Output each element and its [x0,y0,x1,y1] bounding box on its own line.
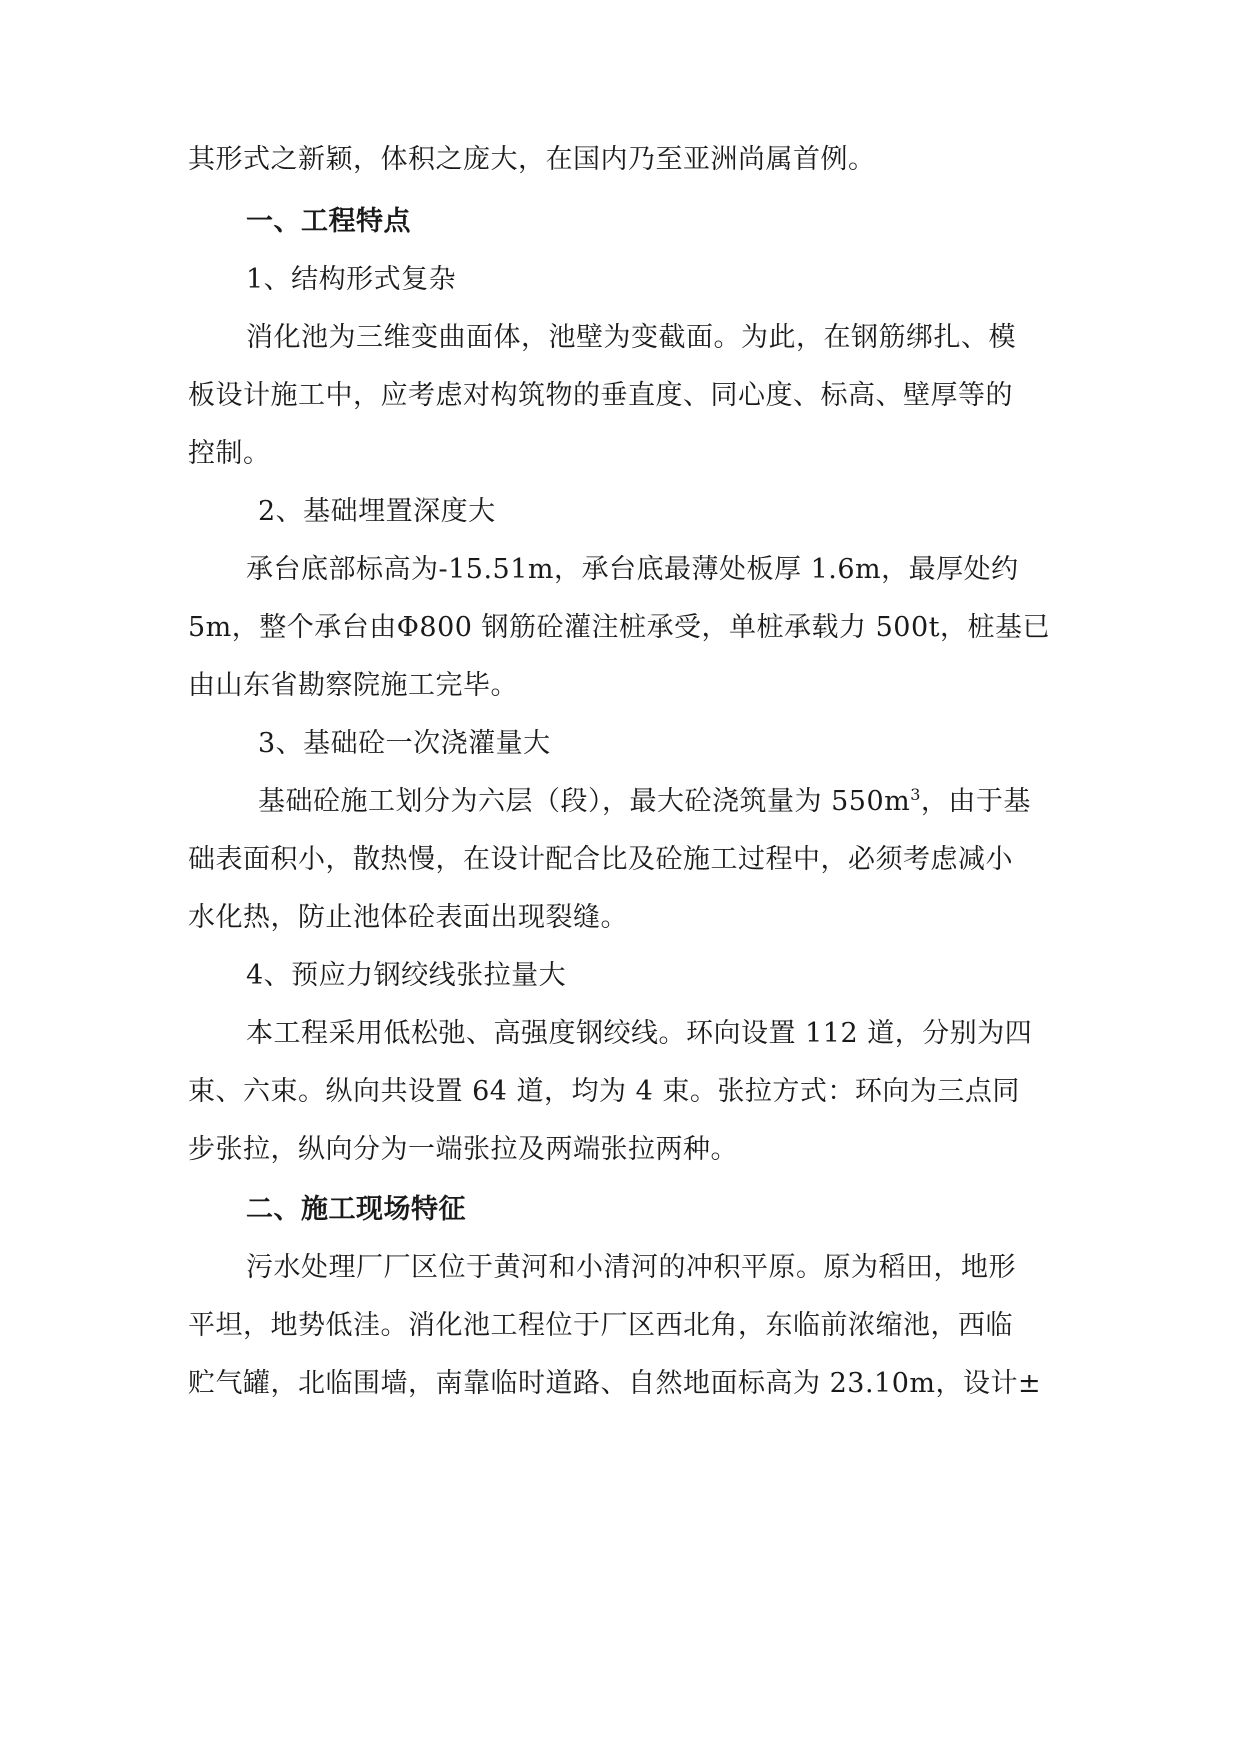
paragraph-line: 控制。 [188,438,271,469]
paragraph-line: 其形式之新颖，体积之庞大，在国内乃至亚洲尚属首例。 [188,144,876,175]
paragraph-line: 水化热，防止池体砼表面出现裂缝。 [188,902,628,933]
subheading: 3、基础砼一次浇灌量大 [258,728,551,759]
section-heading: 二、施工现场特征 [246,1194,466,1225]
paragraph-line: 消化池为三维变曲面体，池壁为变截面。为此，在钢筋绑扎、模 [246,322,1016,353]
paragraph-line: 束、六束。纵向共设置 64 道，均为 4 束。张拉方式：环向为三点同 [188,1076,1020,1107]
paragraph-line: 5m，整个承台由Φ800 钢筋砼灌注桩承受，单桩承载力 500t，桩基已 [188,612,1050,643]
paragraph-line: 由山东省勘察院施工完毕。 [188,670,518,701]
paragraph-line: 步张拉，纵向分为一端张拉及两端张拉两种。 [188,1134,738,1165]
section-heading: 一、工程特点 [246,206,411,237]
subheading: 1、结构形式复杂 [246,264,457,295]
subheading: 2、基础埋置深度大 [258,496,496,527]
superscript: 3 [910,785,921,804]
paragraph-line: 板设计施工中，应考虑对构筑物的垂直度、同心度、标高、壁厚等的 [188,380,1013,411]
paragraph-line: 础表面积小，散热慢，在设计配合比及砼施工过程中，必须考虑减小 [188,844,1013,875]
subheading: 4、预应力钢绞线张拉量大 [246,960,567,991]
paragraph-line: 承台底部标高为-15.51m，承台底最薄处板厚 1.6m，最厚处约 [246,554,1019,585]
paragraph-line: 平坦，地势低洼。消化池工程位于厂区西北角，东临前浓缩池，西临 [188,1310,1013,1341]
paragraph-text: ，由于基 [920,786,1031,817]
paragraph-text: 基础砼施工划分为六层（段），最大砼浇筑量为 550m [258,786,911,817]
paragraph-line: 污水处理厂厂区位于黄河和小清河的冲积平原。原为稻田，地形 [246,1252,1016,1283]
paragraph-line: 本工程采用低松弛、高强度钢绞线。环向设置 112 道，分别为四 [246,1018,1033,1049]
paragraph-line: 贮气罐，北临围墙，南靠临时道路、自然地面标高为 23.10m，设计± [188,1368,1042,1399]
paragraph-line [258,784,1138,820]
